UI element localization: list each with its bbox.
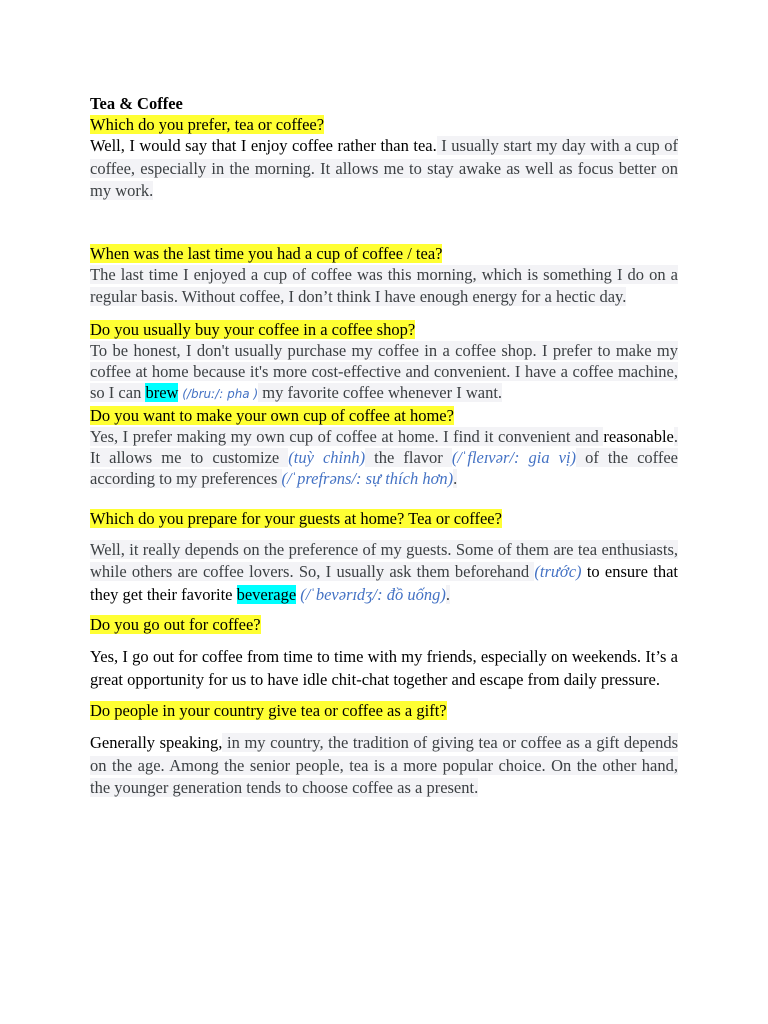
answer-5 — [90, 539, 678, 607]
question-6 — [90, 614, 678, 635]
vocab-brew: brew — [145, 382, 179, 402]
answer-2-text: The last time I enjoyed a cup of coffee was this morning, which is something I do on a regular basis. Without coffee, I don’t think I have enough energy for a hectic day. — [90, 264, 678, 306]
question-2-text: When was the last time you had a cup of coffee / tea? — [90, 243, 443, 263]
vocab-brew-phonetic: (/bruː/: pha ) — [178, 386, 259, 401]
question-7 — [90, 700, 678, 721]
question-3-text: Do you usually buy your coffee in a coffee shop? — [90, 319, 416, 339]
answer-7-part-b: in my country, the tradition of giving tea or coffee as a gift depends on the age. Among the senior people, tea is a more popular choice. On the other hand, the younger generation tends to choose coffee as a present. — [90, 733, 678, 797]
answer-5-part-a: Well, it really depends on the preference of my guests. Some of them are tea enthusiasts, while others are coffee lovers. So, I usually ask them beforehand — [90, 539, 678, 581]
answer-6-text: Yes, I go out for coffee from time to time with my friends, especially on weekends. It’s a great opportunity for us to have idle chit-chat together and escape from daily pressure. — [90, 647, 678, 689]
answer-7 — [90, 732, 678, 800]
answer-4-part-d: of the coffee according to my preferences — [90, 447, 678, 488]
answer-1 — [90, 135, 678, 203]
question-1-text: Which do you prefer, tea or coffee? — [90, 115, 325, 134]
question-1 — [90, 114, 678, 135]
gloss-beverage: (/ˈbevərɪdʒ/: đồ uống) — [296, 584, 446, 604]
gloss-customize: (tuỳ chỉnh) — [288, 447, 366, 467]
question-7-text: Do people in your country give tea or coffee as a gift? — [90, 701, 447, 720]
question-3 — [90, 319, 678, 340]
question-6-text: Do you go out for coffee? — [90, 615, 261, 634]
answer-3-part-b: my favorite coffee whenever I want. — [258, 382, 503, 402]
question-5 — [90, 508, 678, 529]
answer-1-part-a: Well, I would say that I enjoy coffee rather than tea. — [90, 136, 437, 155]
answer-4-part-e: . — [453, 468, 458, 488]
question-2 — [90, 243, 678, 264]
answer-3-part-a: To be honest, I don't usually purchase my coffee in a coffee shop. I prefer to make my coffee at home because it's more cost-effective and convenient. I have a coffee machine, so I can — [90, 340, 678, 402]
answer-2 — [90, 264, 678, 309]
answer-4-part-c: the flavor — [365, 447, 452, 467]
gloss-preferences: (/ˈprefrəns/: sự thích hơn) — [281, 468, 454, 488]
document-page — [90, 93, 678, 800]
gloss-beforehand: (trước) — [534, 562, 582, 581]
answer-7-part-a: Generally speaking, — [90, 733, 223, 752]
document-title: Tea & Coffee — [90, 94, 183, 113]
vocab-reasonable: reasonable — [603, 426, 674, 446]
answer-4-part-a: Yes, I prefer making my own cup of coffee at home. I find it convenient and — [90, 426, 604, 446]
answer-4-part-b: . It allows me to customize — [90, 426, 678, 467]
question-4-text: Do you want to make your own cup of coffee at home? — [90, 405, 454, 425]
answer-6 — [90, 646, 678, 691]
answer-4 — [90, 426, 678, 489]
answer-3 — [90, 340, 678, 405]
question-5-text: Which do you prepare for your guests at home? Tea or coffee? — [90, 508, 502, 528]
answer-1-part-b: I usually start my day with a cup of coffee, especially in the morning. It allows me to stay awake as well as focus better on my work. — [90, 136, 678, 200]
gloss-flavor: (/ˈfleɪvər/: gia vị) — [451, 447, 577, 467]
question-4 — [90, 405, 678, 426]
answer-5-part-b: to ensure that they get their favorite — [90, 562, 679, 604]
answer-5-part-c: . — [445, 584, 450, 604]
vocab-beverage: beverage — [236, 584, 297, 604]
